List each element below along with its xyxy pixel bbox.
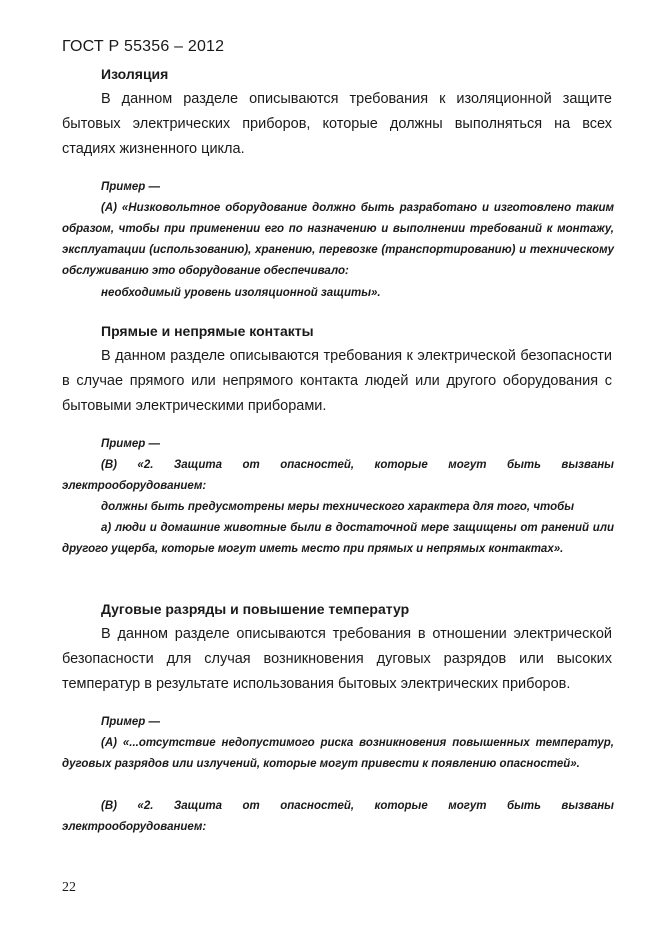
section-heading-contacts: Прямые и непрямые контакты [101,323,314,339]
section-body-text: В данном разделе описываются требования к изоляционной защите бытовых электрических приборов, которые должны выполняться на всех стадиях жизненного цикла. [62,91,612,157]
section-heading-insulation: Изоляция [101,66,169,82]
example-line: должны быть предусмотрены меры технического характера для того, чтобы [101,501,575,513]
section-body-contacts [62,344,612,419]
section-body-text: В данном разделе описываются требования к электрической безопасности в случае прямого или непрямого контакта людей или другого оборудования с бытовыми электрическими приборами. [62,348,612,414]
example-label: Пример — [101,716,160,728]
example-text [62,733,614,775]
section-body-insulation [62,87,612,162]
document-code-header: ГОСТ Р 55356 – 2012 [62,38,225,55]
section-heading-arcs: Дуговые разряды и повышение температур [101,601,410,617]
example-text-content: а) люди и домашние животные были в достаточной мере защищены от ранений или другого ущерба, которые могут иметь место при прямых и непрямых контактах». [62,522,614,555]
example-text [62,198,614,282]
example-text-2 [62,518,614,560]
example-text-content: (А) «...отсутствие недопустимого риска возникновения повышенных температур, дуговых разрядов или излучений, которые могут привести к появлению опасностей». [62,737,614,770]
example-label: Пример — [101,438,160,450]
section-body-text: В данном разделе описываются требования в отношении электрической безопасности для случая возникновения дуговых разрядов или высоких температур в результате использования бытовых электрических приборов. [62,626,612,692]
example-text-content: (А) «Низковольтное оборудование должно быть разработано и изготовлено таким образом, чтобы при применении его по назначению и выполнении требований к монтажу, эксплуатации (использованию), хранению, перевозке (транспортированию) и техническому обслуживанию это оборудование обеспечивало: [62,202,614,277]
example-label: Пример — [101,181,160,193]
section-body-arcs [62,622,612,697]
example-text [62,455,614,497]
example-text-content: (В) «2. Защита от опасностей, которые могут быть вызваны электрооборудованием: [62,459,614,492]
page-number: 22 [62,880,76,895]
example-text-2 [62,796,614,838]
example-text-content: (В) «2. Защита от опасностей, которые могут быть вызваны электрооборудованием: [62,800,614,833]
example-line: необходимый уровень изоляционной защиты». [101,287,381,299]
